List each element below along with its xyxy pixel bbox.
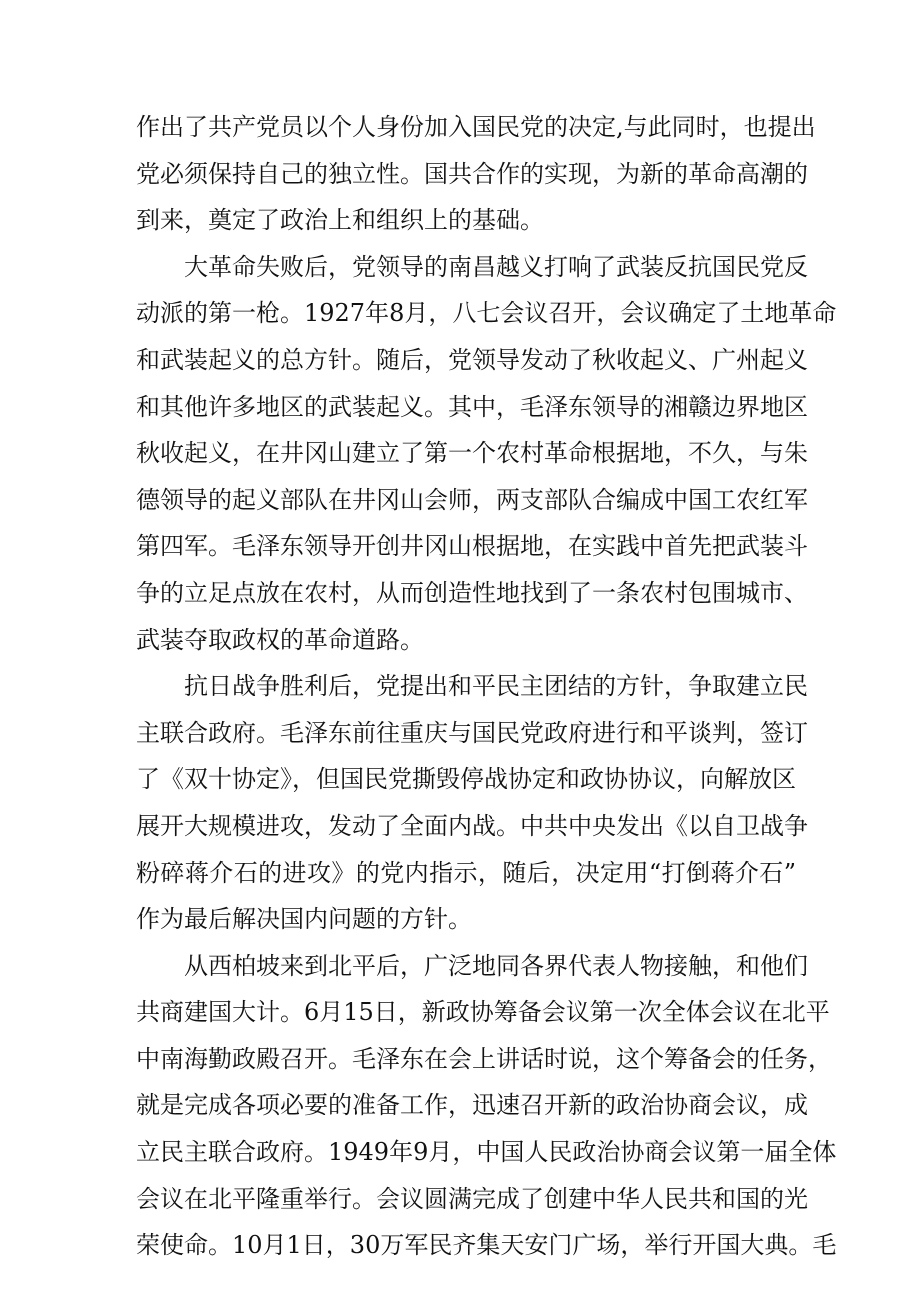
text-line: 会议在北平隆重举行。会议圆满完成了创建中华人民共和国的光 xyxy=(136,1184,808,1213)
text-line: 中南海勤政殿召开。毛泽东在会上讲话时说，这个筹备会的任务， xyxy=(136,1044,832,1073)
text-line: 主联合政府。毛泽东前往重庆与国民党政府进行和平谈判，签订 xyxy=(136,718,808,747)
text-line: 德领导的起义部队在井冈山会师，两支部队合编成中国工农红军 xyxy=(136,485,808,514)
text-line: 共商建国大计。6月15日，新政协筹备会议第一次全体会议在北平 xyxy=(136,998,830,1027)
text-line: 到来，奠定了政治上和组织上的基础。 xyxy=(136,206,544,235)
text-line: 荣使命。10月1日，30万军民齐集天安门广场，举行开国大典。毛 xyxy=(136,1231,837,1260)
text-line: 秋收起义，在井冈山建立了第一个农村革命根据地，不久，与朱 xyxy=(136,439,808,468)
text-line: 展开大规模进攻，发动了全面内战。中共中央发出《以自卫战争 xyxy=(136,811,808,840)
text-line: 抗日战争胜利后，党提出和平民主团结的方针，争取建立民 xyxy=(184,672,808,701)
text-line: 武装夺取政权的革命道路。 xyxy=(136,625,424,654)
document-body xyxy=(136,108,837,1273)
text-line: 和武装起义的总方针。随后，党领导发动了秋收起义、广州起义 xyxy=(136,345,808,374)
text-line: 就是完成各项必要的准备工作，迅速召开新的政治协商会议，成 xyxy=(136,1091,808,1120)
text-line: 大革命失败后，党领导的南昌越义打响了武装反抗国民党反 xyxy=(184,252,808,281)
text-line: 争的立足点放在农村，从而创造性地找到了一条农村包围城市、 xyxy=(136,578,808,607)
text-line: 了《双十协定》，但国民党撕毁停战协定和政协协议，向解放区 xyxy=(136,765,796,794)
text-line: 党必须保持自己的独立性。国共合作的实现，为新的革命高潮的 xyxy=(136,159,808,188)
text-line: 立民主联合政府。1949年9月，中国人民政治协商会议第一届全体 xyxy=(136,1138,837,1167)
text-line: 和其他许多地区的武装起义。其中，毛泽东领导的湘赣边界地区 xyxy=(136,392,808,421)
text-line: 第四军。毛泽东领导开创井冈山根据地，在实践中首先把武装斗 xyxy=(136,532,808,561)
text-line: 动派的第一枪。1927年8月，八七会议召开，会议确定了土地革命 xyxy=(136,299,837,328)
text-line: 作为最后解决国内问题的方针。 xyxy=(136,905,472,934)
text-line: 粉碎蒋介石的进攻》的党内指示，随后，决定用“打倒蒋介石” xyxy=(136,858,796,887)
text-line: 从西柏坡来到北平后，广泛地同各界代表人物接触，和他们 xyxy=(184,951,808,980)
text-line: 作出了共产党员以个人身份加入国民党的决定,与此同时，也提出 xyxy=(136,113,816,141)
